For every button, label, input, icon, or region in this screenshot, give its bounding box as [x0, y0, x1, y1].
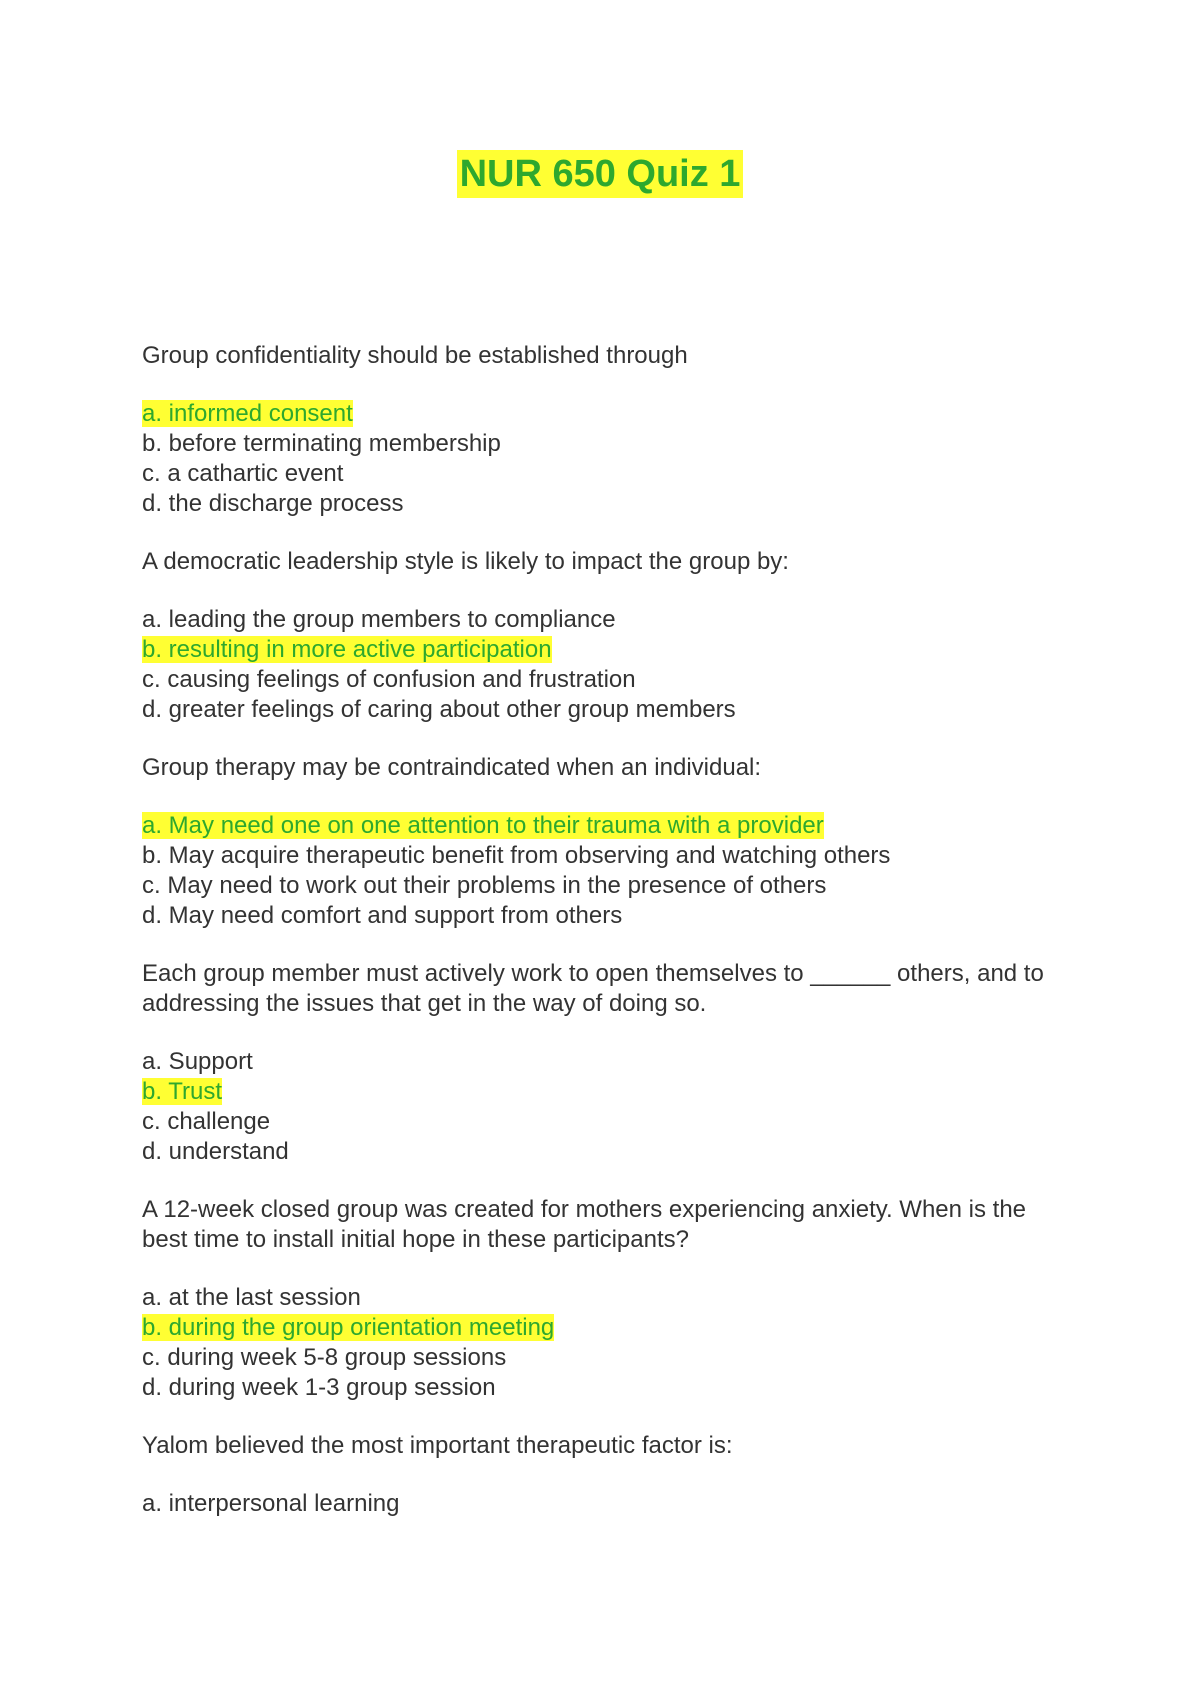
answer-option-highlighted	[142, 635, 1062, 665]
answer-option-highlighted	[142, 1077, 1062, 1107]
question-text: Group confidentiality should be established through	[142, 342, 688, 369]
answer-option	[142, 1489, 1062, 1519]
answer-option	[142, 695, 1062, 725]
answer-option	[142, 1373, 1062, 1403]
answer-option-highlighted	[142, 399, 1062, 429]
option-label: b. before terminating membership	[142, 430, 501, 457]
option-label: c. causing feelings of confusion and frustration	[142, 666, 636, 693]
option-label: b. resulting in more active participation	[142, 636, 552, 663]
quiz-content	[142, 341, 1062, 1547]
option-label: b. during the group orientation meeting	[142, 1314, 555, 1341]
answer-option	[142, 489, 1062, 519]
option-label: d. the discharge process	[142, 490, 404, 517]
answer-option	[142, 1137, 1062, 1167]
option-label: a. May need one on one attention to their trauma with a provider	[142, 812, 824, 839]
option-label: a. interpersonal learning	[142, 1490, 400, 1517]
option-label: d. greater feelings of caring about other group members	[142, 696, 736, 723]
question-text: A democratic leadership style is likely to impact the group by:	[142, 548, 789, 575]
answer-option	[142, 1107, 1062, 1137]
answer-option	[142, 1047, 1062, 1077]
answer-option	[142, 901, 1062, 931]
answer-options	[142, 605, 1062, 725]
answer-option	[142, 1283, 1062, 1313]
answer-options	[142, 1047, 1062, 1167]
answer-options	[142, 1489, 1062, 1519]
answer-options	[142, 399, 1062, 519]
answer-option-highlighted	[142, 1313, 1062, 1343]
answer-option	[142, 841, 1062, 871]
option-label: a. leading the group members to compliance	[142, 606, 616, 633]
answer-options	[142, 1283, 1062, 1403]
option-label: d. May need comfort and support from others	[142, 902, 623, 929]
answer-option-highlighted	[142, 811, 1062, 841]
title-container	[0, 150, 1200, 198]
option-label: a. Support	[142, 1048, 253, 1075]
question-text: Each group member must actively work to open themselves to ______ others, and to addressing the issues that get in the way of doing so.	[142, 960, 1044, 1017]
option-label: a. informed consent	[142, 400, 353, 427]
option-label: d. understand	[142, 1138, 289, 1165]
option-label: b. Trust	[142, 1078, 223, 1105]
option-label: d. during week 1-3 group session	[142, 1374, 496, 1401]
page-title: NUR 650 Quiz 1	[457, 150, 744, 198]
answer-option	[142, 871, 1062, 901]
question-text: A 12-week closed group was created for mothers experiencing anxiety. When is the best time to install initial hope in these participants?	[142, 1196, 1027, 1253]
answer-option	[142, 605, 1062, 635]
option-label: c. a cathartic event	[142, 460, 344, 487]
question-text: Yalom believed the most important therapeutic factor is:	[142, 1432, 733, 1459]
option-label: c. challenge	[142, 1108, 271, 1135]
answer-options	[142, 811, 1062, 931]
answer-option	[142, 459, 1062, 489]
question-text: Group therapy may be contraindicated when an individual:	[142, 754, 762, 781]
option-label: a. at the last session	[142, 1284, 361, 1311]
option-label: c. during week 5-8 group sessions	[142, 1344, 507, 1371]
answer-option	[142, 1343, 1062, 1373]
option-label: c. May need to work out their problems in the presence of others	[142, 872, 827, 899]
option-label: b. May acquire therapeutic benefit from observing and watching others	[142, 842, 891, 869]
answer-option	[142, 429, 1062, 459]
answer-option	[142, 665, 1062, 695]
